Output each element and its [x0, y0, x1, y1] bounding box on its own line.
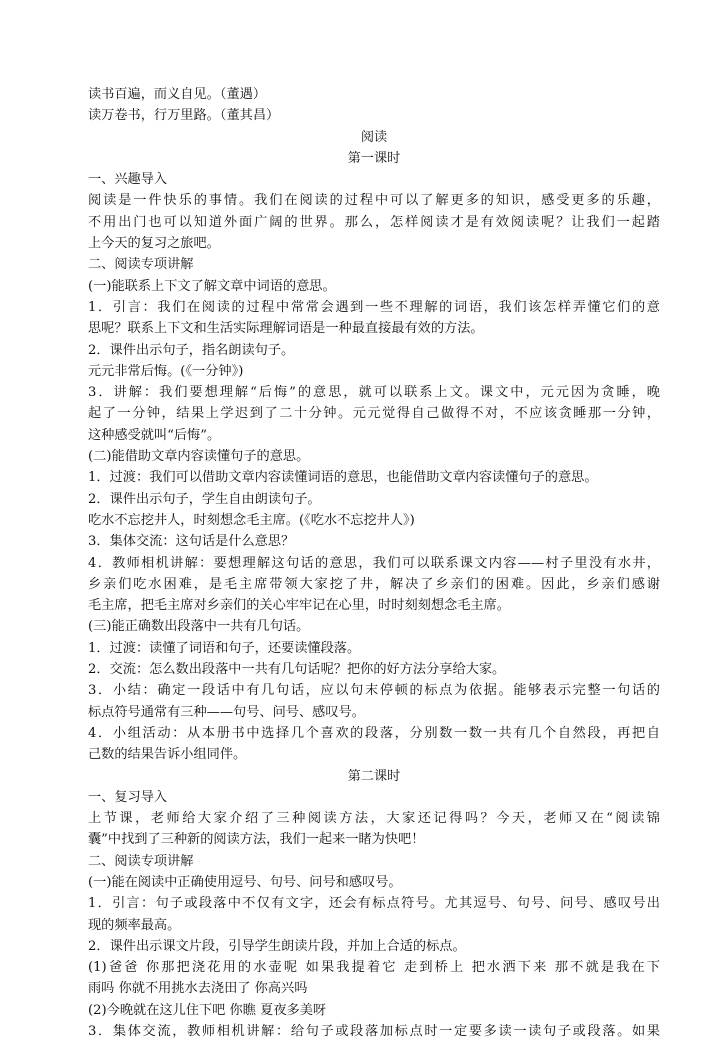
text-line: 上节课，老师给大家介绍了三种阅读方法，大家还记得吗？今天，老师又在“阅读锦 [88, 811, 660, 827]
text-line: 一、复习导入 [88, 789, 168, 805]
text-line: 现的频率最高。 [88, 917, 181, 933]
text-line: 3．讲解：我们要想理解“后悔”的意思，就可以联系上文。课文中，元元因为贪睡，晚 [88, 385, 660, 401]
text-line: 1．过渡：我们可以借助文章内容读懂词语的意思，也能借助文章内容读懂句子的意思。 [88, 470, 598, 486]
text-line: 思呢？联系上下文和生活实际理解词语是一种最直接最有效的方法。 [88, 321, 484, 337]
lesson-1-title: 第一课时 [347, 150, 401, 166]
text-line: 3．集体交流，教师相机讲解：给句子或段落加标点时一定要多读一读句子或段落。如果 [88, 1024, 660, 1040]
text-line: 4．小组活动：从本册书中选择几个喜欢的段落，分别数一数一共有几个自然段，再把自 [88, 725, 660, 741]
text-line: 乡亲们吃水困难，是毛主席带领大家挖了井，解决了乡亲们的困难。因此，乡亲们感谢 [88, 576, 660, 592]
quote-line: 读书百遍，而义自见。（董遇） [88, 87, 267, 102]
text-line: 囊”中找到了三种新的阅读方法，我们一起来一睹为快吧！ [88, 832, 425, 848]
text-line: (三)能正确数出段落中一共有几句话。 [88, 619, 310, 635]
text-line: 己数的结果告诉小组同伴。 [88, 747, 247, 763]
document-body [88, 84, 660, 1042]
text-line: (1)爸爸 你那把浇花用的水壶呢 如果我提着它 走到桥上 把水洒下来 那不就是我在下 [88, 960, 660, 976]
text-line: 标点符号通常有三种——句号、问号、感叹号。 [88, 704, 365, 720]
text-line: 雨吗 你就不用挑水去浇田了 你高兴吗 [88, 981, 308, 997]
text-line: 2．课件出示课文片段，引导学生朗读片段，并加上合适的标点。 [88, 938, 466, 954]
text-line: 3．集体交流：这句话是什么意思？ [88, 534, 295, 550]
document-title: 阅读 [360, 129, 388, 145]
quote-line: 读万卷书，行万里路。（董其昌） [88, 108, 280, 124]
lesson-2-body [88, 787, 660, 1042]
lesson-2-title: 第二课时 [347, 768, 401, 784]
text-line: 2．课件出示句子，指名朗读句子。 [88, 342, 295, 358]
text-line: 毛主席，把毛主席对乡亲们的关心牢牢记在心里，时时刻刻想念毛主席。 [88, 598, 510, 614]
text-line: 阅读是一件快乐的事情。我们在阅读的过程中可以了解更多的知识，感受更多的乐趣， [88, 193, 660, 209]
text-line: 1．引言：句子或段落中不仅有文字，还会有标点符号。尤其逗号、句号、问号、感叹号出 [88, 896, 660, 912]
text-line: 不用出门也可以知道外面广阔的世界。那么，怎样阅读才是有效阅读呢？让我们一起踏 [88, 214, 660, 230]
text-line: 这种感受就叫“后悔”。 [88, 427, 221, 443]
text-line: (一)能联系上下文了解文章中词语的意思。 [88, 278, 336, 294]
text-line: 吃水不忘挖井人，时刻想念毛主席。(《吃水不忘挖井人》) [88, 512, 415, 528]
text-line: 元元非常后悔。(《一分钟》) [88, 363, 244, 379]
text-line: (2)今晚就在这儿住下吧 你瞧 夏夜多美呀 [88, 1002, 327, 1018]
text-line: 上今天的复习之旅吧。 [88, 236, 220, 252]
text-line: 二、阅读专项讲解 [88, 257, 194, 273]
text-line: 2．课件出示句子，学生自由朗读句子。 [88, 491, 321, 507]
text-line: 3．小结：确定一段话中有几句话，应以句末停顿的标点为依据。能够表示完整一句话的 [88, 683, 660, 699]
text-line: 1．过渡：读懂了词语和句子，还要读懂段落。 [88, 640, 361, 656]
text-line: 起了一分钟，结果上学迟到了二十分钟。元元觉得自己做得不对，不应该贪睡那一分钟， [88, 406, 660, 422]
text-line: (二)能借助文章内容读懂句子的意思。 [88, 449, 310, 465]
text-line: 4．教师相机讲解：要想理解这句话的意思，我们可以联系课文内容——村子里没有水井， [88, 555, 660, 571]
text-line: 一、兴趣导入 [88, 172, 168, 188]
text-line: 二、阅读专项讲解 [88, 853, 194, 869]
text-line: 2．交流：怎么数出段落中一共有几句话呢？把你的好方法分享给大家。 [88, 662, 506, 678]
lesson-1-body [88, 169, 660, 765]
text-line: 1．引言：我们在阅读的过程中常常会遇到一些不理解的词语，我们该怎样弄懂它们的意 [88, 299, 660, 315]
text-line: (一)能在阅读中正确使用逗号、句号、问号和感叹号。 [88, 874, 402, 890]
